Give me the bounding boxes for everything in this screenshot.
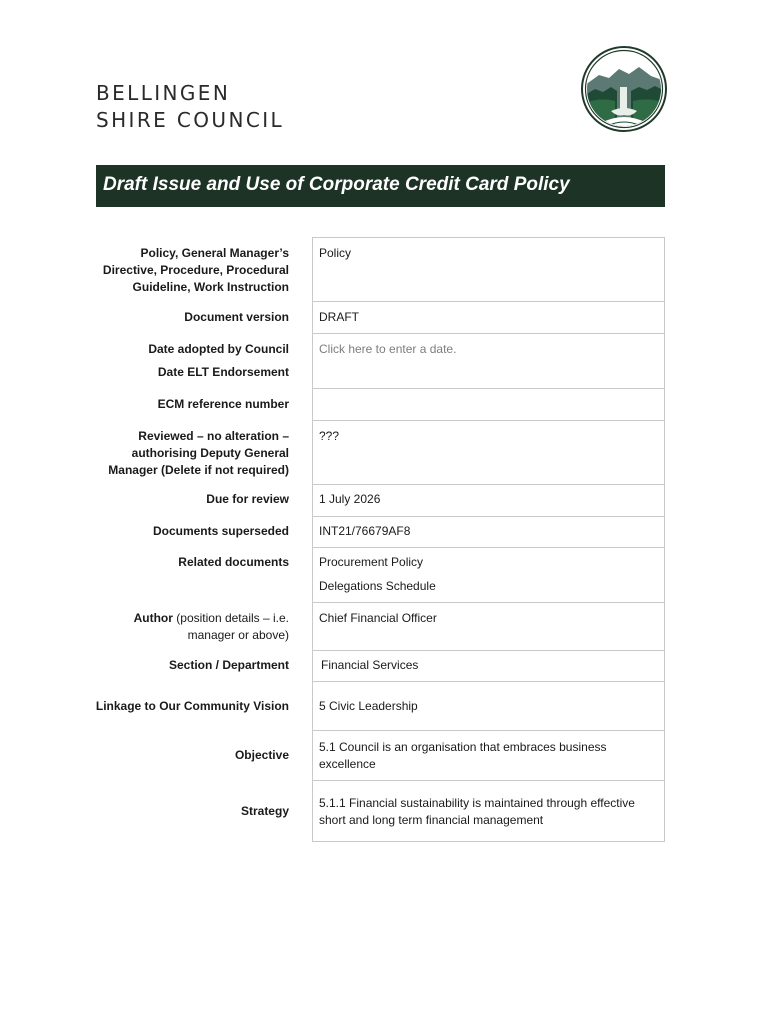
author-label: Author (position details – i.e. manager or above) — [133, 611, 289, 642]
reviewed-value: ??? — [319, 429, 340, 443]
related-document-item: Procurement Policy — [319, 555, 424, 569]
date-adopted-label: Date adopted by Council — [148, 342, 289, 356]
council-wordmark — [96, 80, 284, 134]
strategy-value: 5.1.1 Financial sustainability is maintained through effective short and long term financial management — [319, 796, 635, 827]
author-value: Chief Financial Officer — [319, 611, 437, 625]
org-name-line2: SHIRE COUNCIL — [96, 108, 285, 132]
document-type-value: Policy — [319, 246, 352, 260]
related-documents-label: Related documents — [178, 555, 289, 569]
community-vision-value: 5 Civic Leadership — [319, 699, 418, 713]
row-divider — [312, 484, 665, 485]
date-elt-endorsement-label: Date ELT Endorsement — [157, 365, 289, 379]
org-name-line1: BELLINGEN — [96, 81, 231, 105]
strategy-label: Strategy — [240, 804, 289, 818]
row-divider — [312, 730, 665, 731]
document-title: Draft Issue and Use of Corporate Credit Card Policy — [103, 174, 570, 195]
document-version-label: Document version — [184, 310, 289, 324]
row-divider — [312, 388, 665, 389]
row-divider — [312, 516, 665, 517]
documents-superseded-value: INT21/76679AF8 — [319, 524, 411, 538]
ecm-reference-label: ECM reference number — [157, 397, 289, 411]
row-divider — [312, 333, 665, 334]
due-for-review-label: Due for review — [206, 492, 289, 506]
document-version-value: DRAFT — [319, 310, 359, 324]
row-divider — [312, 602, 665, 603]
row-divider — [312, 780, 665, 781]
reviewed-label: Reviewed – no alteration – authorising Deputy General Manager (Delete if not required) — [108, 429, 289, 477]
date-picker-field[interactable]: Click here to enter a date. — [319, 342, 457, 356]
document-type-label: Policy, General Manager’s Directive, Procedure, Procedural Guideline, Work Instruction — [102, 246, 289, 294]
section-department-value: Financial Services — [321, 658, 419, 672]
objective-value: 5.1 Council is an organisation that embraces business excellence — [319, 740, 607, 771]
row-divider — [312, 420, 665, 421]
section-department-label: Section / Department — [168, 658, 289, 672]
row-divider — [312, 301, 665, 302]
council-emblem-icon — [581, 45, 667, 133]
related-document-item: Delegations Schedule — [319, 579, 436, 593]
document-title-bar — [96, 165, 665, 207]
row-divider — [312, 681, 665, 682]
row-divider — [312, 650, 665, 651]
due-for-review-value: 1 July 2026 — [319, 492, 381, 506]
objective-label: Objective — [234, 748, 289, 762]
row-divider — [312, 547, 665, 548]
community-vision-label: Linkage to Our Community Vision — [95, 699, 289, 713]
documents-superseded-label: Documents superseded — [152, 524, 289, 538]
